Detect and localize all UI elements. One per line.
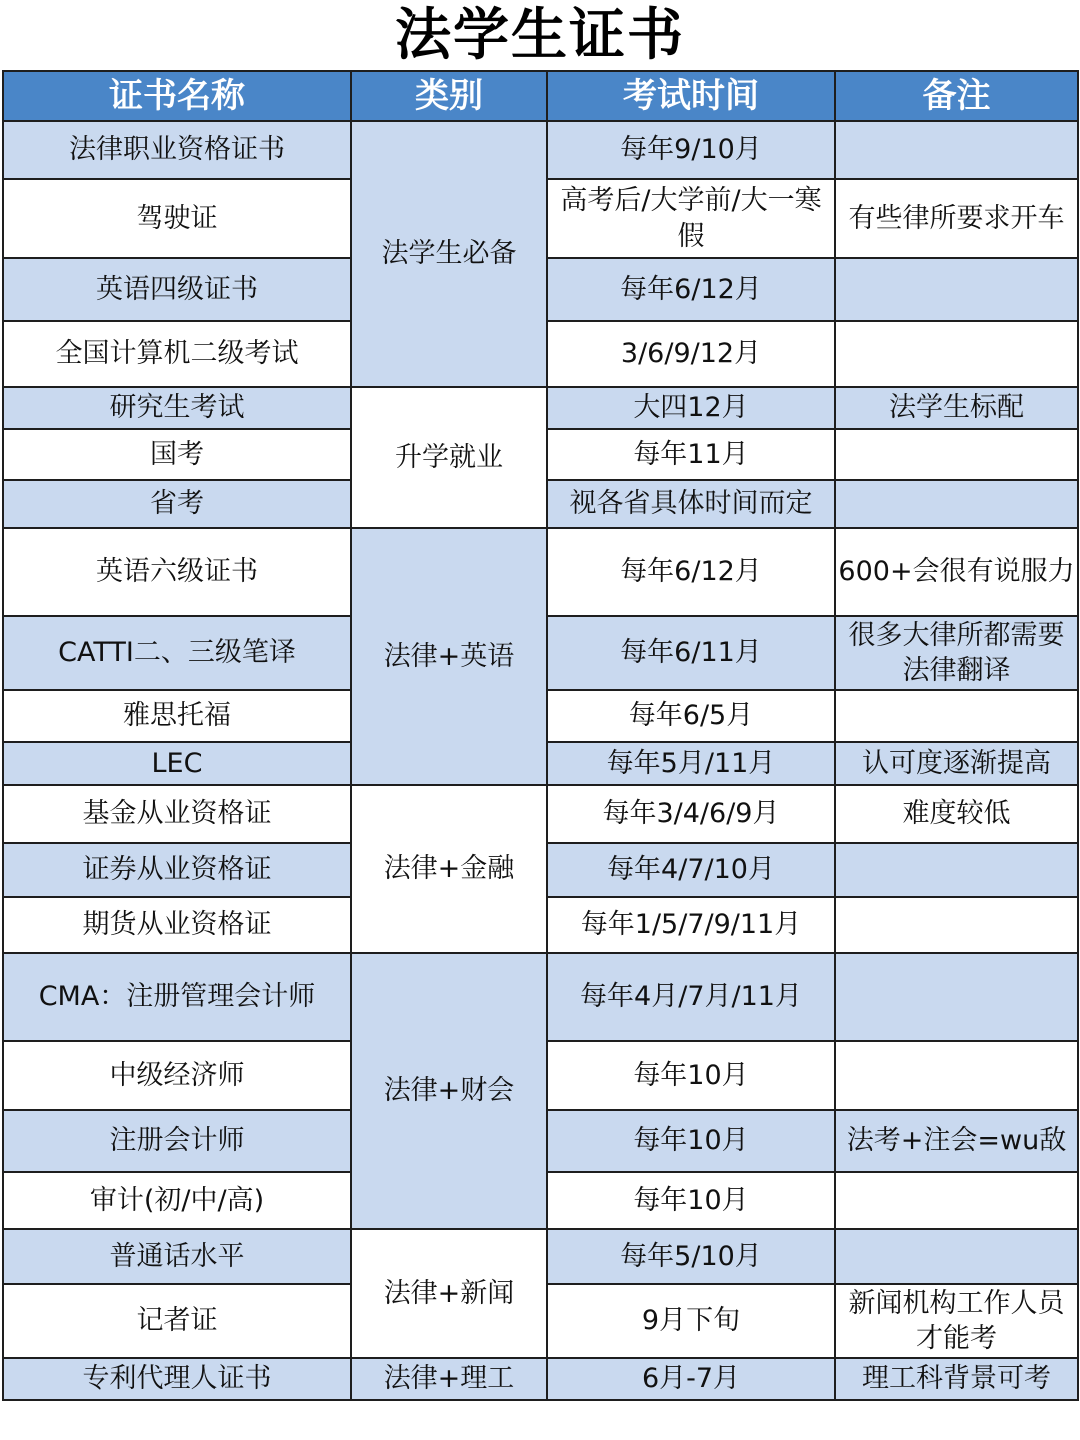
exam-time-cell: 每年6/11月 [547, 616, 835, 690]
exam-time-cell: 每年6/12月 [547, 528, 835, 616]
cert-name-cell: 专利代理人证书 [3, 1358, 351, 1400]
table-row [3, 387, 1078, 429]
remark-cell: 新闻机构工作人员才能考 [835, 1284, 1078, 1358]
exam-time-cell: 每年10月 [547, 1041, 835, 1110]
remark-cell [835, 1041, 1078, 1110]
remark-cell: 难度较低 [835, 785, 1078, 843]
exam-time-cell: 每年4/7/10月 [547, 843, 835, 897]
table-row [3, 1358, 1078, 1400]
cert-name-cell: LEC [3, 742, 351, 785]
table-row [3, 785, 1078, 843]
table-row [3, 1229, 1078, 1284]
remark-cell: 很多大律所都需要法律翻译 [835, 616, 1078, 690]
exam-time-cell: 大四12月 [547, 387, 835, 429]
cert-name-cell: 英语四级证书 [3, 258, 351, 321]
remark-cell: 法考+注会=wu敌 [835, 1110, 1078, 1172]
cert-name-cell: 基金从业资格证 [3, 785, 351, 843]
remark-cell [835, 258, 1078, 321]
exam-time-cell: 6月-7月 [547, 1358, 835, 1400]
remark-cell [835, 690, 1078, 742]
cert-name-cell: 省考 [3, 480, 351, 528]
exam-time-cell: 每年6/12月 [547, 258, 835, 321]
category-cell: 法律+财会 [351, 953, 547, 1229]
cert-name-cell: 法律职业资格证书 [3, 121, 351, 179]
remark-cell: 600+会很有说服力 [835, 528, 1078, 616]
cert-name-cell: 证券从业资格证 [3, 843, 351, 897]
header-cert-name: 证书名称 [3, 71, 351, 121]
cert-name-cell: 全国计算机二级考试 [3, 321, 351, 387]
category-cell: 法学生必备 [351, 121, 547, 387]
exam-time-cell: 3/6/9/12月 [547, 321, 835, 387]
remark-cell [835, 897, 1078, 953]
table-row [3, 121, 1078, 179]
remark-cell: 理工科背景可考 [835, 1358, 1078, 1400]
table-row [3, 528, 1078, 616]
remark-cell [835, 1172, 1078, 1229]
cert-name-cell: 记者证 [3, 1284, 351, 1358]
table-row [3, 953, 1078, 1041]
exam-time-cell: 每年11月 [547, 429, 835, 480]
cert-name-cell: 中级经济师 [3, 1041, 351, 1110]
exam-time-cell: 视各省具体时间而定 [547, 480, 835, 528]
exam-time-cell: 高考后/大学前/大一寒假 [547, 179, 835, 258]
category-cell: 法律+英语 [351, 528, 547, 785]
category-cell: 升学就业 [351, 387, 547, 528]
table-header-row [3, 71, 1078, 121]
header-exam-time: 考试时间 [547, 71, 835, 121]
exam-time-cell: 9月下旬 [547, 1284, 835, 1358]
category-cell: 法律+新闻 [351, 1229, 547, 1358]
cert-name-cell: 雅思托福 [3, 690, 351, 742]
page-title: 法学生证书 [395, 3, 685, 68]
exam-time-cell: 每年9/10月 [547, 121, 835, 179]
cert-name-cell: 期货从业资格证 [3, 897, 351, 953]
remark-cell [835, 480, 1078, 528]
exam-time-cell: 每年3/4/6/9月 [547, 785, 835, 843]
category-cell: 法律+理工 [351, 1358, 547, 1400]
certificate-table [2, 70, 1079, 1401]
remark-cell [835, 121, 1078, 179]
remark-cell: 有些律所要求开车 [835, 179, 1078, 258]
remark-cell [835, 843, 1078, 897]
cert-name-cell: 英语六级证书 [3, 528, 351, 616]
exam-time-cell: 每年10月 [547, 1172, 835, 1229]
cert-name-cell: CATTI二、三级笔译 [3, 616, 351, 690]
remark-cell: 法学生标配 [835, 387, 1078, 429]
cert-name-cell: 注册会计师 [3, 1110, 351, 1172]
header-category: 类别 [351, 71, 547, 121]
cert-name-cell: 研究生考试 [3, 387, 351, 429]
exam-time-cell: 每年1/5/7/9/11月 [547, 897, 835, 953]
cert-name-cell: 普通话水平 [3, 1229, 351, 1284]
cert-name-cell: 审计(初/中/高) [3, 1172, 351, 1229]
remark-cell [835, 321, 1078, 387]
exam-time-cell: 每年10月 [547, 1110, 835, 1172]
cert-name-cell: CMA：注册管理会计师 [3, 953, 351, 1041]
cert-name-cell: 驾驶证 [3, 179, 351, 258]
exam-time-cell: 每年5月/11月 [547, 742, 835, 785]
remark-cell [835, 1229, 1078, 1284]
exam-time-cell: 每年5/10月 [547, 1229, 835, 1284]
header-remarks: 备注 [835, 71, 1078, 121]
remark-cell [835, 953, 1078, 1041]
remark-cell [835, 429, 1078, 480]
cert-name-cell: 国考 [3, 429, 351, 480]
remark-cell: 认可度逐渐提高 [835, 742, 1078, 785]
exam-time-cell: 每年4月/7月/11月 [547, 953, 835, 1041]
exam-time-cell: 每年6/5月 [547, 690, 835, 742]
category-cell: 法律+金融 [351, 785, 547, 953]
